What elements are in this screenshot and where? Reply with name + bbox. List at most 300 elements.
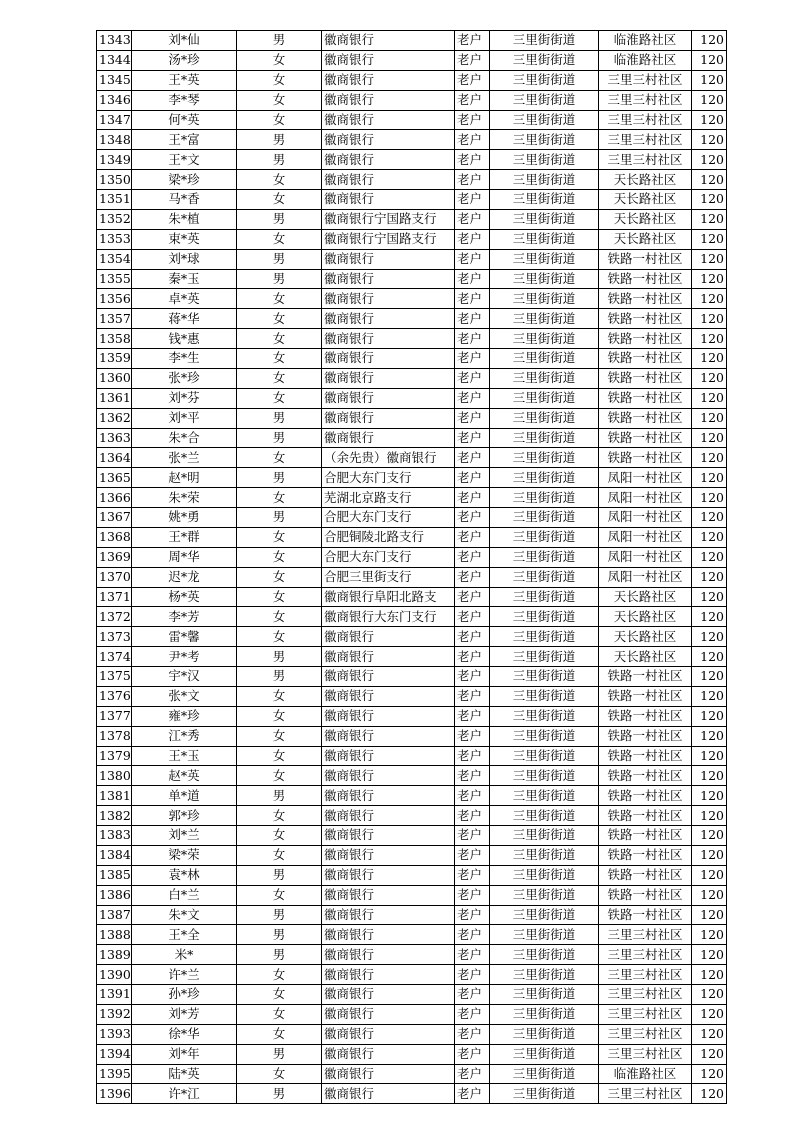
street-cell: 三里街街道 [490,845,599,865]
bank-cell: 徽商银行宁国路支行 [322,209,455,229]
table-row [97,806,727,826]
bank-cell: 徽商银行 [322,885,455,905]
household-type-cell: 老户 [455,885,490,905]
bank-cell: 徽商银行 [322,686,455,706]
gender-cell: 男 [237,667,322,687]
household-type-cell: 老户 [455,388,490,408]
row-number-cell: 1362 [97,408,132,428]
gender-cell: 女 [237,1004,322,1024]
row-number-cell: 1343 [97,31,132,51]
street-cell: 三里街街道 [490,885,599,905]
amount-cell: 120 [692,229,727,249]
bank-cell: 徽商银行 [322,1064,455,1084]
community-cell: 天长路社区 [599,170,692,190]
household-type-cell: 老户 [455,607,490,627]
row-number-cell: 1379 [97,746,132,766]
table-row [97,309,727,329]
amount-cell: 120 [692,627,727,647]
household-type-cell: 老户 [455,1044,490,1064]
household-type-cell: 老户 [455,1004,490,1024]
gender-cell: 男 [237,647,322,667]
household-type-cell: 老户 [455,706,490,726]
community-cell: 天长路社区 [599,647,692,667]
row-number-cell: 1396 [97,1084,132,1104]
amount-cell: 120 [692,488,727,508]
table-row [97,249,727,269]
row-number-cell: 1391 [97,985,132,1005]
community-cell: 铁路一村社区 [599,686,692,706]
row-number-cell: 1363 [97,428,132,448]
community-cell: 凤阳一村社区 [599,508,692,528]
street-cell: 三里街街道 [490,985,599,1005]
gender-cell: 女 [237,726,322,746]
table-row [97,726,727,746]
row-number-cell: 1377 [97,706,132,726]
row-number-cell: 1373 [97,627,132,647]
table-row [97,1044,727,1064]
gender-cell: 女 [237,170,322,190]
amount-cell: 120 [692,527,727,547]
row-number-cell: 1360 [97,368,132,388]
community-cell: 铁路一村社区 [599,428,692,448]
name-cell: 刘*仙 [132,31,237,51]
name-cell: 陆*英 [132,1064,237,1084]
row-number-cell: 1352 [97,209,132,229]
table-row [97,667,727,687]
name-cell: 李*芳 [132,607,237,627]
household-type-cell: 老户 [455,488,490,508]
gender-cell: 女 [237,885,322,905]
household-type-cell: 老户 [455,368,490,388]
household-type-cell: 老户 [455,229,490,249]
amount-cell: 120 [692,706,727,726]
street-cell: 三里街街道 [490,349,599,369]
name-cell: 卓*英 [132,289,237,309]
table-row [97,289,727,309]
street-cell: 三里街街道 [490,50,599,70]
community-cell: 铁路一村社区 [599,806,692,826]
community-cell: 铁路一村社区 [599,667,692,687]
community-cell: 三里三村社区 [599,150,692,170]
bank-cell: 徽商银行 [322,349,455,369]
table-row [97,50,727,70]
row-number-cell: 1390 [97,965,132,985]
bank-cell: 徽商银行阜阳北路支 [322,587,455,607]
row-number-cell: 1359 [97,349,132,369]
household-type-cell: 老户 [455,130,490,150]
table-row [97,428,727,448]
gender-cell: 女 [237,766,322,786]
name-cell: 江*秀 [132,726,237,746]
name-cell: 赵*英 [132,766,237,786]
table-row [97,945,727,965]
table-row [97,349,727,369]
row-number-cell: 1354 [97,249,132,269]
amount-cell: 120 [692,448,727,468]
row-number-cell: 1368 [97,527,132,547]
gender-cell: 女 [237,587,322,607]
gender-cell: 女 [237,806,322,826]
row-number-cell: 1375 [97,667,132,687]
name-cell: 李*琴 [132,90,237,110]
bank-cell: 徽商银行大东门支行 [322,607,455,627]
community-cell: 三里三村社区 [599,70,692,90]
street-cell: 三里街街道 [490,329,599,349]
amount-cell: 120 [692,209,727,229]
name-cell: 尹*考 [132,647,237,667]
table-row [97,607,727,627]
street-cell: 三里街街道 [490,706,599,726]
community-cell: 铁路一村社区 [599,905,692,925]
amount-cell: 120 [692,945,727,965]
community-cell: 三里三村社区 [599,1044,692,1064]
community-cell: 铁路一村社区 [599,865,692,885]
row-number-cell: 1389 [97,945,132,965]
row-number-cell: 1385 [97,865,132,885]
subsidy-roster-table [96,30,727,1104]
household-type-cell: 老户 [455,826,490,846]
bank-cell: 徽商银行 [322,627,455,647]
gender-cell: 男 [237,1044,322,1064]
amount-cell: 120 [692,368,727,388]
household-type-cell: 老户 [455,448,490,468]
table-row [97,150,727,170]
bank-cell: 徽商银行 [322,1024,455,1044]
gender-cell: 女 [237,70,322,90]
name-cell: 迟*龙 [132,567,237,587]
name-cell: 朱*荣 [132,488,237,508]
gender-cell: 男 [237,1084,322,1104]
gender-cell: 女 [237,985,322,1005]
bank-cell: 合肥大东门支行 [322,547,455,567]
table-row [97,845,727,865]
name-cell: 许*兰 [132,965,237,985]
gender-cell: 男 [237,945,322,965]
household-type-cell: 老户 [455,90,490,110]
gender-cell: 女 [237,388,322,408]
name-cell: 刘*兰 [132,826,237,846]
name-cell: 刘*平 [132,408,237,428]
bank-cell: 徽商银行 [322,826,455,846]
gender-cell: 女 [237,329,322,349]
street-cell: 三里街街道 [490,229,599,249]
community-cell: 凤阳一村社区 [599,567,692,587]
table-body [97,31,727,1104]
street-cell: 三里街街道 [490,428,599,448]
amount-cell: 120 [692,249,727,269]
amount-cell: 120 [692,349,727,369]
bank-cell: 徽商银行 [322,1004,455,1024]
name-cell: 王*文 [132,150,237,170]
household-type-cell: 老户 [455,667,490,687]
street-cell: 三里街街道 [490,1064,599,1084]
amount-cell: 120 [692,309,727,329]
household-type-cell: 老户 [455,845,490,865]
community-cell: 铁路一村社区 [599,329,692,349]
name-cell: 秦*玉 [132,269,237,289]
table-row [97,627,727,647]
table-row [97,269,727,289]
community-cell: 铁路一村社区 [599,726,692,746]
name-cell: 朱*合 [132,428,237,448]
community-cell: 凤阳一村社区 [599,547,692,567]
amount-cell: 120 [692,567,727,587]
household-type-cell: 老户 [455,31,490,51]
bank-cell: 徽商银行 [322,726,455,746]
community-cell: 三里三村社区 [599,1004,692,1024]
bank-cell: 徽商银行 [322,845,455,865]
community-cell: 天长路社区 [599,607,692,627]
gender-cell: 女 [237,50,322,70]
name-cell: 袁*林 [132,865,237,885]
name-cell: 汤*珍 [132,50,237,70]
street-cell: 三里街街道 [490,826,599,846]
bank-cell: 徽商银行 [322,110,455,130]
name-cell: 雍*珍 [132,706,237,726]
gender-cell: 女 [237,527,322,547]
gender-cell: 女 [237,90,322,110]
community-cell: 三里三村社区 [599,1024,692,1044]
gender-cell: 女 [237,368,322,388]
household-type-cell: 老户 [455,547,490,567]
row-number-cell: 1351 [97,190,132,210]
household-type-cell: 老户 [455,110,490,130]
amount-cell: 120 [692,806,727,826]
community-cell: 天长路社区 [599,587,692,607]
community-cell: 天长路社区 [599,209,692,229]
name-cell: 束*英 [132,229,237,249]
community-cell: 三里三村社区 [599,925,692,945]
street-cell: 三里街街道 [490,508,599,528]
gender-cell: 男 [237,468,322,488]
bank-cell: 合肥大东门支行 [322,508,455,528]
street-cell: 三里街街道 [490,468,599,488]
street-cell: 三里街街道 [490,806,599,826]
bank-cell: 徽商银行 [322,667,455,687]
table-row [97,965,727,985]
row-number-cell: 1346 [97,90,132,110]
community-cell: 铁路一村社区 [599,845,692,865]
row-number-cell: 1394 [97,1044,132,1064]
community-cell: 铁路一村社区 [599,706,692,726]
row-number-cell: 1369 [97,547,132,567]
household-type-cell: 老户 [455,209,490,229]
name-cell: 刘*球 [132,249,237,269]
row-number-cell: 1347 [97,110,132,130]
bank-cell: 徽商银行 [322,1084,455,1104]
household-type-cell: 老户 [455,567,490,587]
table-row [97,985,727,1005]
table-row [97,865,727,885]
community-cell: 天长路社区 [599,229,692,249]
name-cell: 蒋*华 [132,309,237,329]
street-cell: 三里街街道 [490,647,599,667]
community-cell: 铁路一村社区 [599,786,692,806]
community-cell: 三里三村社区 [599,110,692,130]
table-row [97,130,727,150]
street-cell: 三里街街道 [490,448,599,468]
community-cell: 铁路一村社区 [599,249,692,269]
community-cell: 铁路一村社区 [599,408,692,428]
name-cell: 王*英 [132,70,237,90]
bank-cell: 徽商银行 [322,706,455,726]
row-number-cell: 1349 [97,150,132,170]
community-cell: 铁路一村社区 [599,826,692,846]
bank-cell: 徽商银行 [322,388,455,408]
street-cell: 三里街街道 [490,70,599,90]
gender-cell: 女 [237,289,322,309]
table-row [97,885,727,905]
bank-cell: 徽商银行 [322,130,455,150]
bank-cell: 徽商银行 [322,865,455,885]
household-type-cell: 老户 [455,329,490,349]
amount-cell: 120 [692,647,727,667]
table-row [97,70,727,90]
gender-cell: 女 [237,349,322,369]
row-number-cell: 1370 [97,567,132,587]
bank-cell: 徽商银行 [322,329,455,349]
row-number-cell: 1378 [97,726,132,746]
street-cell: 三里街街道 [490,746,599,766]
amount-cell: 120 [692,388,727,408]
amount-cell: 120 [692,190,727,210]
gender-cell: 男 [237,786,322,806]
table-row [97,1004,727,1024]
bank-cell: 徽商银行 [322,746,455,766]
row-number-cell: 1382 [97,806,132,826]
gender-cell: 女 [237,1024,322,1044]
bank-cell: 徽商银行 [322,428,455,448]
name-cell: 张*珍 [132,368,237,388]
amount-cell: 120 [692,329,727,349]
table-row [97,1084,727,1104]
community-cell: 凤阳一村社区 [599,527,692,547]
name-cell: 何*英 [132,110,237,130]
street-cell: 三里街街道 [490,249,599,269]
amount-cell: 120 [692,70,727,90]
bank-cell: 徽商银行 [322,766,455,786]
gender-cell: 男 [237,209,322,229]
street-cell: 三里街街道 [490,627,599,647]
street-cell: 三里街街道 [490,289,599,309]
row-number-cell: 1356 [97,289,132,309]
community-cell: 临淮路社区 [599,50,692,70]
name-cell: 刘*芬 [132,388,237,408]
amount-cell: 120 [692,865,727,885]
amount-cell: 120 [692,925,727,945]
street-cell: 三里街街道 [490,865,599,885]
community-cell: 凤阳一村社区 [599,488,692,508]
gender-cell: 男 [237,249,322,269]
bank-cell: 芜湖北京路支行 [322,488,455,508]
bank-cell: 徽商银行 [322,925,455,945]
street-cell: 三里街街道 [490,726,599,746]
table-row [97,1024,727,1044]
amount-cell: 120 [692,50,727,70]
gender-cell: 女 [237,448,322,468]
gender-cell: 男 [237,905,322,925]
row-number-cell: 1387 [97,905,132,925]
street-cell: 三里街街道 [490,388,599,408]
bank-cell: 徽商银行 [322,945,455,965]
name-cell: 王*群 [132,527,237,547]
gender-cell: 女 [237,567,322,587]
community-cell: 三里三村社区 [599,130,692,150]
bank-cell: 徽商银行 [322,150,455,170]
table-row [97,706,727,726]
gender-cell: 男 [237,130,322,150]
name-cell: 张*兰 [132,448,237,468]
street-cell: 三里街街道 [490,587,599,607]
amount-cell: 120 [692,468,727,488]
table-row [97,786,727,806]
amount-cell: 120 [692,130,727,150]
table-row [97,488,727,508]
community-cell: 三里三村社区 [599,985,692,1005]
name-cell: 白*兰 [132,885,237,905]
table-row [97,587,727,607]
bank-cell: 徽商银行 [322,647,455,667]
household-type-cell: 老户 [455,468,490,488]
household-type-cell: 老户 [455,786,490,806]
community-cell: 三里三村社区 [599,965,692,985]
row-number-cell: 1393 [97,1024,132,1044]
row-number-cell: 1376 [97,686,132,706]
street-cell: 三里街街道 [490,309,599,329]
bank-cell: 徽商银行 [322,90,455,110]
amount-cell: 120 [692,428,727,448]
community-cell: 铁路一村社区 [599,368,692,388]
amount-cell: 120 [692,1004,727,1024]
amount-cell: 120 [692,1044,727,1064]
street-cell: 三里街街道 [490,31,599,51]
street-cell: 三里街街道 [490,786,599,806]
row-number-cell: 1388 [97,925,132,945]
name-cell: 雷*馨 [132,627,237,647]
street-cell: 三里街街道 [490,667,599,687]
name-cell: 徐*华 [132,1024,237,1044]
street-cell: 三里街街道 [490,1084,599,1104]
gender-cell: 男 [237,865,322,885]
name-cell: 宇*汉 [132,667,237,687]
bank-cell: 徽商银行 [322,289,455,309]
amount-cell: 120 [692,1024,727,1044]
street-cell: 三里街街道 [490,209,599,229]
amount-cell: 120 [692,31,727,51]
household-type-cell: 老户 [455,349,490,369]
name-cell: 钱*惠 [132,329,237,349]
street-cell: 三里街街道 [490,925,599,945]
name-cell: 郭*珍 [132,806,237,826]
table-row [97,905,727,925]
bank-cell: 徽商银行 [322,269,455,289]
table-row [97,547,727,567]
gender-cell: 女 [237,845,322,865]
household-type-cell: 老户 [455,1084,490,1104]
name-cell: 梁*珍 [132,170,237,190]
table-row [97,1064,727,1084]
street-cell: 三里街街道 [490,190,599,210]
household-type-cell: 老户 [455,647,490,667]
street-cell: 三里街街道 [490,607,599,627]
community-cell: 凤阳一村社区 [599,468,692,488]
row-number-cell: 1357 [97,309,132,329]
street-cell: 三里街街道 [490,567,599,587]
row-number-cell: 1367 [97,508,132,528]
household-type-cell: 老户 [455,527,490,547]
street-cell: 三里街街道 [490,90,599,110]
table-row [97,90,727,110]
